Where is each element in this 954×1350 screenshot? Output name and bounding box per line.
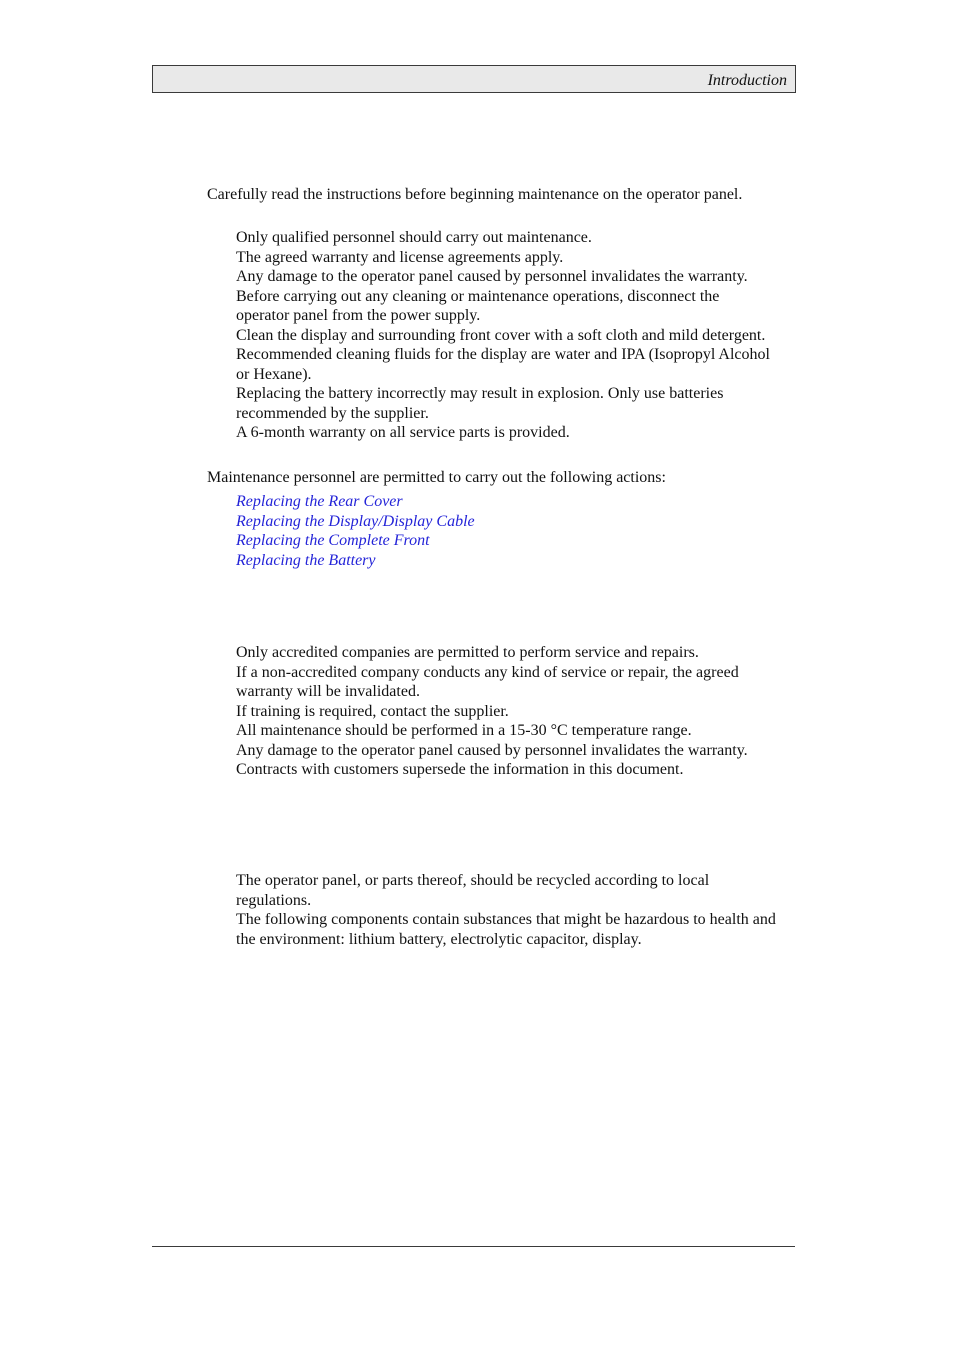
list-item: Only accredited companies are permitted to perform service and repairs. (236, 644, 699, 661)
link-replacing-rear-cover[interactable]: Replacing the Rear Cover (236, 493, 403, 510)
disposal-list (236, 871, 776, 949)
page-header (152, 65, 796, 93)
link-replacing-battery[interactable]: Replacing the Battery (236, 551, 376, 569)
list-item: Any damage to the operator panel caused by personnel invalidates the warranty. (236, 741, 748, 759)
list-item: Clean the display and surrounding front cover with a soft cloth and mild detergent. Recommended cleaning fluids for the display are water and IPA (Isopropyl Alcohol or Hexane). (236, 326, 770, 383)
list-item: Before carrying out any cleaning or maintenance operations, disconnect the operator panel from the power supply. (236, 287, 720, 324)
link-replacing-display-cable[interactable]: Replacing the Display/Display Cable (236, 512, 475, 530)
link-replacing-complete-front[interactable]: Replacing the Complete Front (236, 532, 430, 549)
list-item: If a non-accredited company conducts any kind of service or repair, the agreed warranty will be invalidated. (236, 663, 739, 700)
list-item: The agreed warranty and license agreements apply. (236, 248, 564, 266)
list-item: All maintenance should be performed in a 15-30 °C temperature range. (236, 722, 692, 739)
list-item: The following components contain substances that might be hazardous to health and the environment: lithium battery, electrolytic capacitor, display. (236, 911, 776, 948)
list-item: If training is required, contact the supplier. (236, 702, 509, 720)
header-title: Introduction (707, 72, 787, 89)
actions-link-list (236, 492, 776, 570)
list-item: Replacing the battery incorrectly may result in explosion. Only use batteries recommended by the supplier. (236, 385, 724, 422)
list-item: Contracts with customers supersede the information in this document. (236, 761, 684, 778)
list-item: The operator panel, or parts thereof, should be recycled according to local regulations. (236, 872, 710, 909)
actions-intro: Maintenance personnel are permitted to carry out the following actions: (207, 469, 666, 486)
footer-divider (152, 1246, 795, 1247)
maintenance-intro: Carefully read the instructions before beginning maintenance on the operator panel. (207, 186, 743, 203)
list-item: A 6-month warranty on all service parts is provided. (236, 424, 570, 441)
list-item: Only qualified personnel should carry out maintenance. (236, 229, 592, 246)
service-list (236, 643, 776, 780)
list-item: Any damage to the operator panel caused by personnel invalidates the warranty. (236, 268, 748, 285)
maintenance-list (236, 228, 776, 443)
